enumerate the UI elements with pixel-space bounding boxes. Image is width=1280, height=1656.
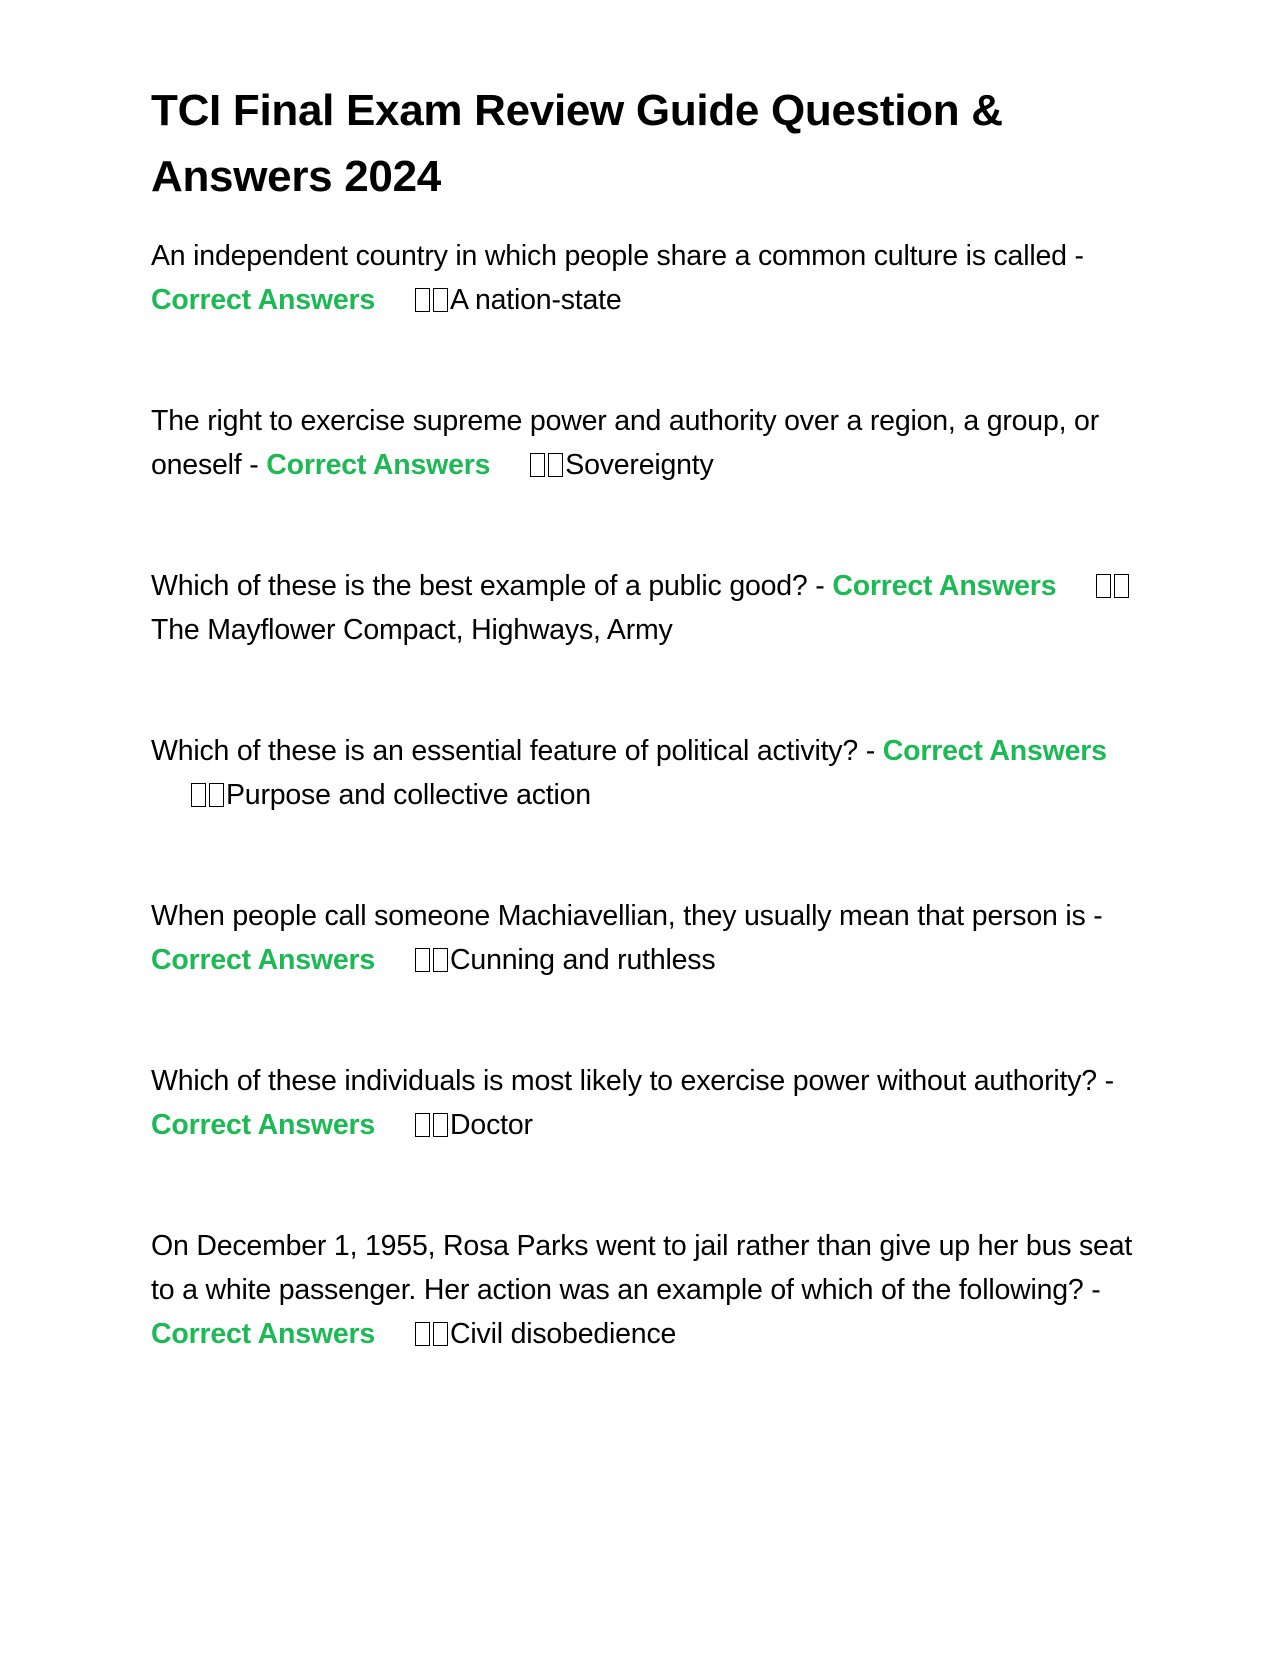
answer-text: A nation-state <box>450 284 622 316</box>
missing-glyph-icon <box>433 288 448 312</box>
answer-text: Purpose and collective action <box>226 779 591 811</box>
question-text: Which of these is an essential feature of political activity? - <box>151 735 883 767</box>
qa-item <box>151 729 1141 817</box>
missing-glyph-icon <box>1114 574 1129 598</box>
answer-text: Doctor <box>450 1109 533 1141</box>
missing-glyph-icon <box>433 1322 448 1346</box>
correct-answers-label: Correct Answers <box>151 1109 376 1141</box>
correct-answers-label: Correct Answers <box>832 570 1057 602</box>
answer-text: The Mayflower Compact, Highways, Army <box>151 614 673 646</box>
qa-item <box>151 894 1141 982</box>
answer-text: Cunning and ruthless <box>450 944 716 976</box>
missing-glyph-icon <box>415 1322 430 1346</box>
qa-item <box>151 564 1141 652</box>
missing-glyph-icon <box>209 783 224 807</box>
missing-glyph-icon <box>415 288 430 312</box>
document-page <box>151 78 1141 1433</box>
question-text: An independent country in which people share a common culture is called - <box>151 240 1084 272</box>
correct-answers-label: Correct Answers <box>151 944 376 976</box>
missing-glyph-icon <box>530 453 545 477</box>
qa-item <box>151 1224 1141 1356</box>
correct-answers-label: Correct Answers <box>266 449 491 481</box>
missing-glyph-icon <box>1096 574 1111 598</box>
question-text: On December 1, 1955, Rosa Parks went to jail rather than give up her bus seat to a white passenger. Her action was an example of which of the following? - <box>151 1230 1133 1306</box>
qa-item <box>151 234 1141 322</box>
missing-glyph-icon <box>415 1113 430 1137</box>
qa-list <box>151 234 1141 1356</box>
question-text: When people call someone Machiavellian, they usually mean that person is - <box>151 900 1103 932</box>
missing-glyph-icon <box>433 1113 448 1137</box>
correct-answers-label: Correct Answers <box>151 1318 376 1350</box>
qa-item <box>151 399 1141 487</box>
missing-glyph-icon <box>548 453 563 477</box>
answer-text: Civil disobedience <box>450 1318 677 1350</box>
correct-answers-label: Correct Answers <box>151 284 376 316</box>
question-text: The right to exercise supreme power and authority over a region, a group, or oneself - <box>151 405 1099 481</box>
missing-glyph-icon <box>415 948 430 972</box>
missing-glyph-icon <box>191 783 206 807</box>
missing-glyph-icon <box>433 948 448 972</box>
document-title: TCI Final Exam Review Guide Question & Answers 2024 <box>151 86 1003 201</box>
answer-text: Sovereignty <box>565 449 714 481</box>
correct-answers-label: Correct Answers <box>882 735 1107 767</box>
question-text: Which of these is the best example of a public good? - <box>151 570 833 602</box>
qa-item <box>151 1059 1141 1147</box>
question-text: Which of these individuals is most likely to exercise power without authority? - <box>151 1065 1114 1097</box>
